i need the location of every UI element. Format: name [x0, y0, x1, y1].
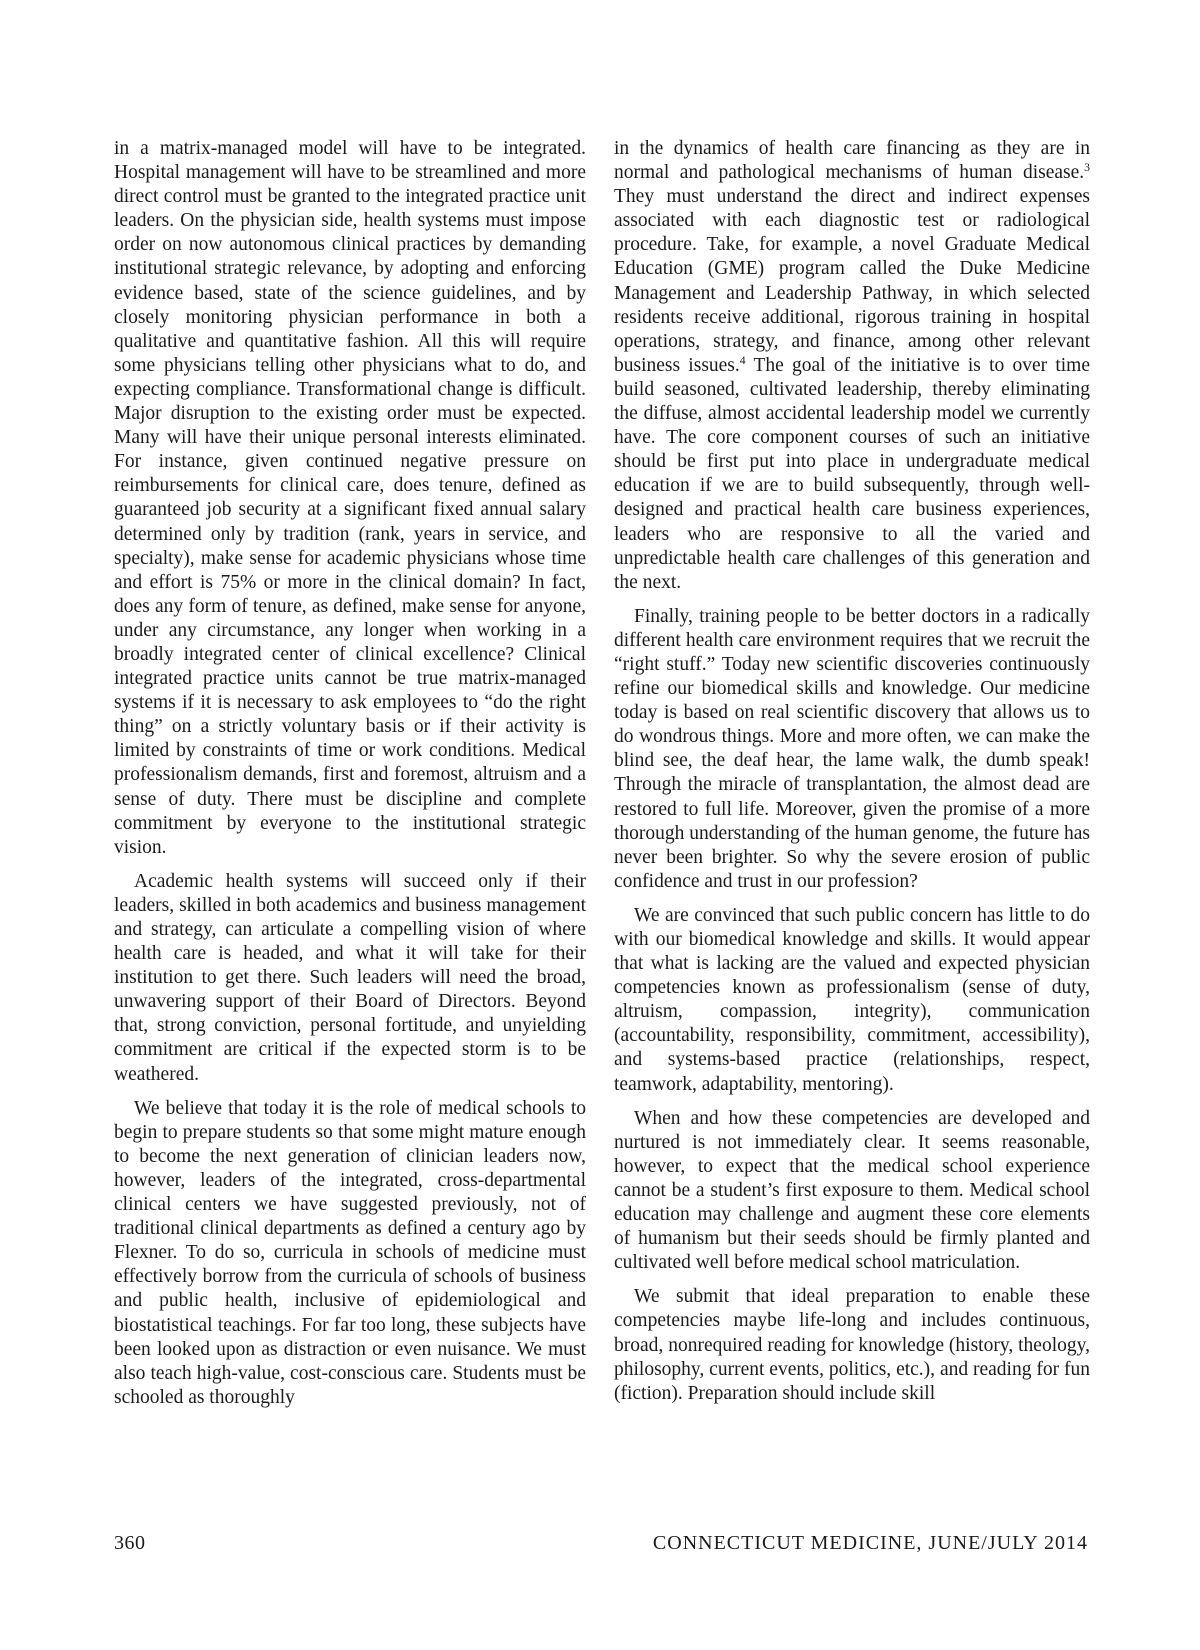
text-run: in the dynamics of health care financing as they are in normal and pathological mechanisms of human disease.: [614, 138, 1090, 184]
left-column: [114, 137, 586, 1420]
paragraph: We submit that ideal preparation to enable these competencies maybe life-long and includes continuous, broad, nonrequired reading for knowledge (history, theology, philosophy, current events, politics, etc.), and reading for fun (fiction). Preparation should include skill: [614, 1286, 1090, 1404]
text-run: The goal of the initiative is to over time build seasoned, cultivated leadership, thereby eliminating the diffuse, almost accidental leadership model we currently have. The core component courses of such an initiative should be first put into place in undergraduate medical education if we are to build subsequently, through well-designed and practical health care business experiences, leaders who are responsive to all the varied and unpredictable health care challenges of this generation and the next.: [614, 354, 1090, 593]
reference-marker: 4: [739, 353, 746, 367]
text-run: They must understand the direct and indirect expenses associated with each diagnostic test or radiological procedure. Take, for example, a novel Graduate Medical Education (GME) program called the Duke Medicine Management and Leadership Pathway, in which selected residents receive additional, rigorous training in hospital operations, strategy, and finance, among other relevant business issues.: [614, 186, 1090, 376]
paragraph: We believe that today it is the role of medical schools to begin to prepare students so that some might mature enough to become the next generation of clinician leaders now, however, leaders of the integrated, cross-departmental clinical centers we have suggested previously, not of traditional clinical departments as defined a century ago by Flexner. To do so, curricula in schools of medicine must effectively borrow from the curricula of schools of business and public health, inclusive of epidemiological and biostatistical teachings. For far too long, these subjects have been looked upon as distraction or even nuisance. We must also teach high-value, cost-conscious care. Students must be schooled as thoroughly: [114, 1097, 586, 1408]
reference-marker: 3: [1084, 161, 1090, 175]
paragraph: Finally, training people to be better doctors in a radically different health care environment requires that we recruit the “right stuff.” Today new scientific discoveries continuously refine our biomedical skills and knowledge. Our medicine today is based on real scientific discovery that allows us to do wondrous things. More and more often, we can make the blind see, the deaf hear, the lame walk, the dumb speak! Through the miracle of transplantation, the almost dead are restored to full life. Moreover, given the promise of a more thorough understanding of the human genome, the future has never been brighter. So why the severe erosion of public confidence and trust in our profession?: [614, 605, 1091, 892]
right-column: [614, 137, 1090, 1416]
paragraph: [614, 137, 1090, 595]
paragraph: Academic health systems will succeed only if their leaders, skilled in both academics and business management and strategy, can articulate a compelling vision of where health care is headed, and what it will take for their institution to get there. Such leaders will need the broad, unwavering support of their Board of Directors. Beyond that, strong conviction, personal fortitude, and unyielding commitment are critical if the expected storm is to be weathered.: [114, 870, 586, 1085]
paragraph: When and how these competencies are developed and nurtured is not immediately clear. It seems reasonable, however, to expect that the medical school experience cannot be a student’s first exposure to them. Medical school education may challenge and augment these core elements of humanism but their seeds should be firmly planted and cultivated well before medical school matriculation.: [614, 1107, 1090, 1274]
paragraph: in a matrix-managed model will have to be integrated. Hospital management will have to be streamlined and more direct control must be granted to the integrated practice unit leaders. On the physician side, health systems must impose order on now autonomous clinical practices by demanding institutional strategic relevance, by adopting and enforcing evidence based, state of the science guidelines, and by closely monitoring physician performance in both a qualitative and quantitative fashion. All this will require some physicians telling other physicians what to do, and expecting compliance. Transformational change is difficult. Major disruption to the existing order must be expected. Many will have their unique personal interests eliminated. For instance, given continued negative pressure on reimbursements for clinical care, does tenure, defined as guaranteed job security at a significant fixed annual salary determined only by tradition (rank, years in service, and specialty), make sense for academic physicians whose time and effort is 75% or more in the clinical domain? In fact, does any form of tenure, as defined, make sense for anyone, under any circumstance, any longer when working in a broadly integrated center of clinical excellence? Clinical integrated practice units cannot be true matrix-managed systems if it is necessary to ask employees to “do the right thing” on a strictly voluntary basis or if their activity is limited by constraints of time or work conditions. Medical professionalism demands, first and foremost, altruism and a sense of duty. There must be discipline and complete commitment by everyone to the institutional strategic vision.: [114, 138, 586, 858]
paragraph: We are convinced that such public concern has little to do with our biomedical knowledge and skills. It would appear that what is lacking are the valued and expected physician competencies known as professionalism (sense of duty, altruism, compassion, integrity), communication (accountability, responsibility, commitment, accessibility), and systems-based practice (relationships, respect, teamwork, adaptability, mentoring).: [614, 904, 1090, 1095]
page-number: 360: [114, 1532, 146, 1554]
running-head: CONNECTICUT MEDICINE, JUNE/JULY 2014: [652, 1532, 1088, 1554]
